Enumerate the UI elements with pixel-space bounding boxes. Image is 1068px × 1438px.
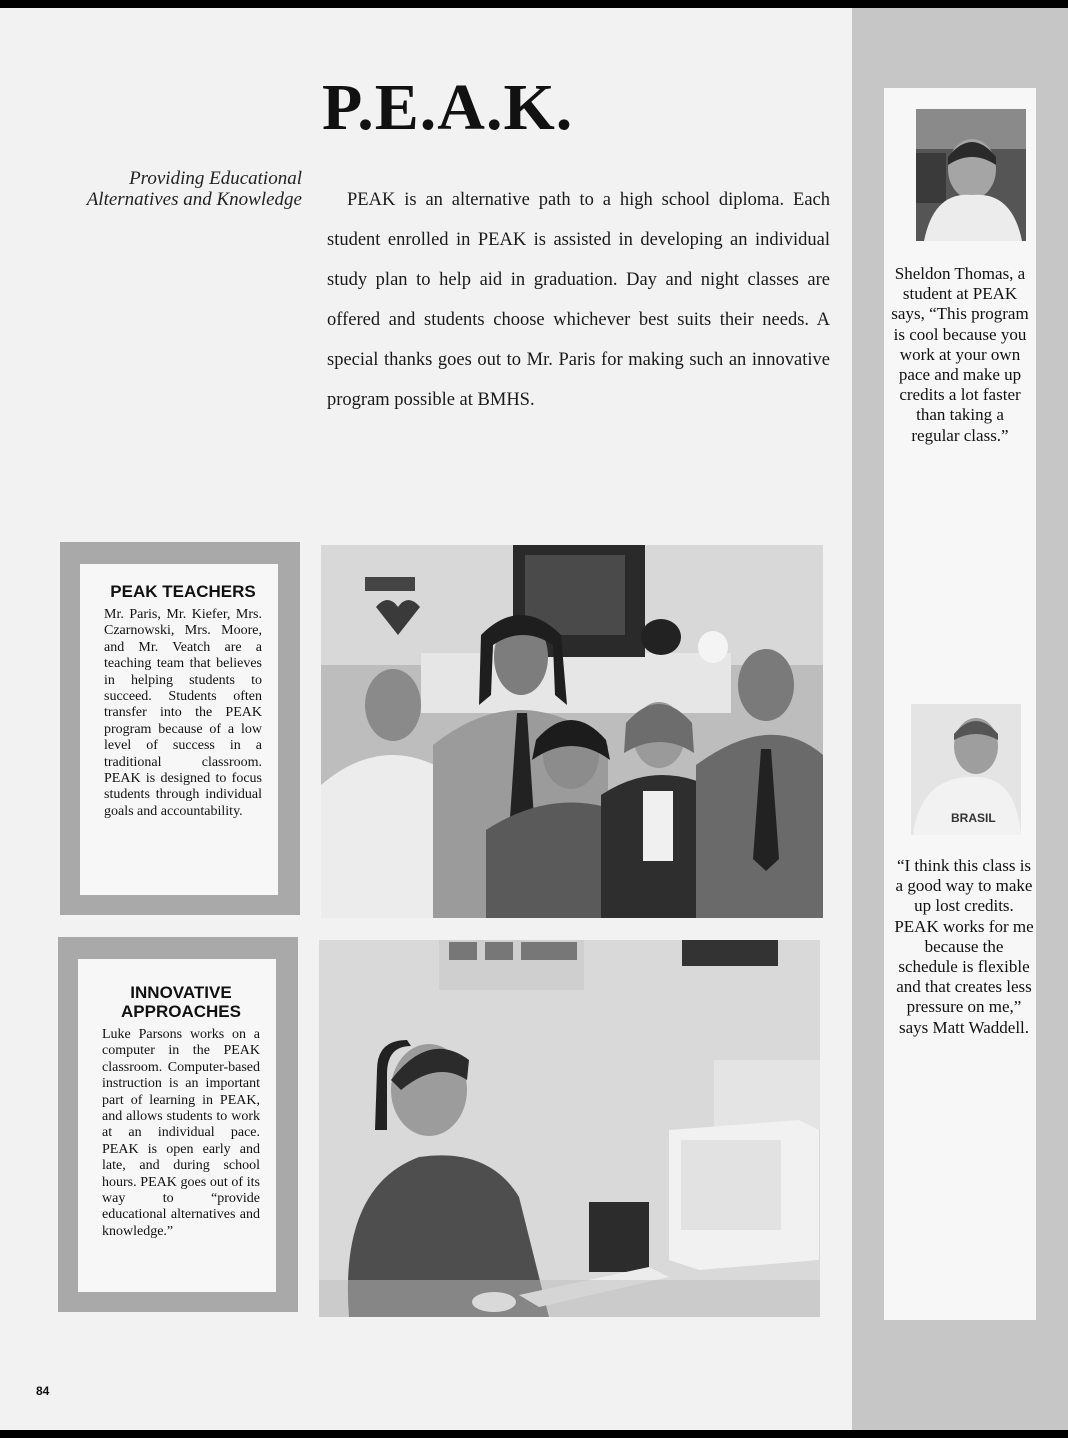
page-number: 84 (36, 1384, 50, 1398)
innovative-box-inner (78, 959, 276, 1292)
scan-top-border (0, 0, 1068, 8)
page-subtitle: Providing Educational Alternatives and Knowledge (86, 168, 302, 210)
scan-bottom-border (0, 1430, 1068, 1438)
matt-photo-art (911, 704, 1021, 835)
matt-quote: “I think this class is a good way to make up lost credits. PEAK works for me because the schedule is flexible and that creates less pressure on me,” says Matt Waddell. (894, 856, 1034, 1037)
innovative-heading: INNOVATIVE APPROACHES (121, 983, 241, 1021)
sheldon-photo-art (916, 109, 1026, 241)
sheldon-thomas-photo (916, 109, 1026, 241)
teachers-heading: PEAK TEACHERS (110, 582, 256, 601)
page-title: P.E.A.K. (322, 71, 574, 144)
teachers-body: Mr. Paris, Mr. Kiefer, Mrs. Czarnowski, Mrs. Moore, and Mr. Veatch are a teaching team that believes in helping students to succeed. Students often transfer into the PEAK program because of a low level of success in a traditional classroom. PEAK is designed to focus students through individual goals and accountability. (104, 607, 262, 819)
innovative-box (58, 937, 298, 1312)
innovative-body: Luke Parsons works on a computer in the PEAK classroom. Computer-based instruction is an important part of learning in PEAK, and allows students to work at an individual pace. PEAK is open early and late, and during school hours. PEAK goes out of its way to “provide educational alternatives and knowledge.” (102, 1027, 260, 1239)
teachers-group-photo (321, 545, 823, 918)
computer-photo-art (319, 940, 820, 1317)
quote-column (884, 88, 1036, 1320)
shirt-lettering: BRASIL (951, 811, 996, 825)
teachers-box (60, 542, 300, 915)
sheldon-quote: Sheldon Thomas, a student at PEAK says, “This program is cool because you work at your own pace and make up credits a lot faster than taking a regular class.” (891, 264, 1029, 445)
matt-waddell-photo (911, 704, 1021, 835)
computer-classroom-photo (319, 940, 820, 1317)
teachers-photo-art (321, 545, 823, 918)
intro-paragraph: PEAK is an alternative path to a high school diploma. Each student enrolled in PEAK is assisted in developing an individual study plan to help aid in graduation. Day and night classes are offered and students choose whichever best suits their needs. A special thanks goes out to Mr. Paris for making such an innovative program possible at BMHS. (327, 190, 830, 410)
teachers-box-inner (80, 564, 278, 895)
